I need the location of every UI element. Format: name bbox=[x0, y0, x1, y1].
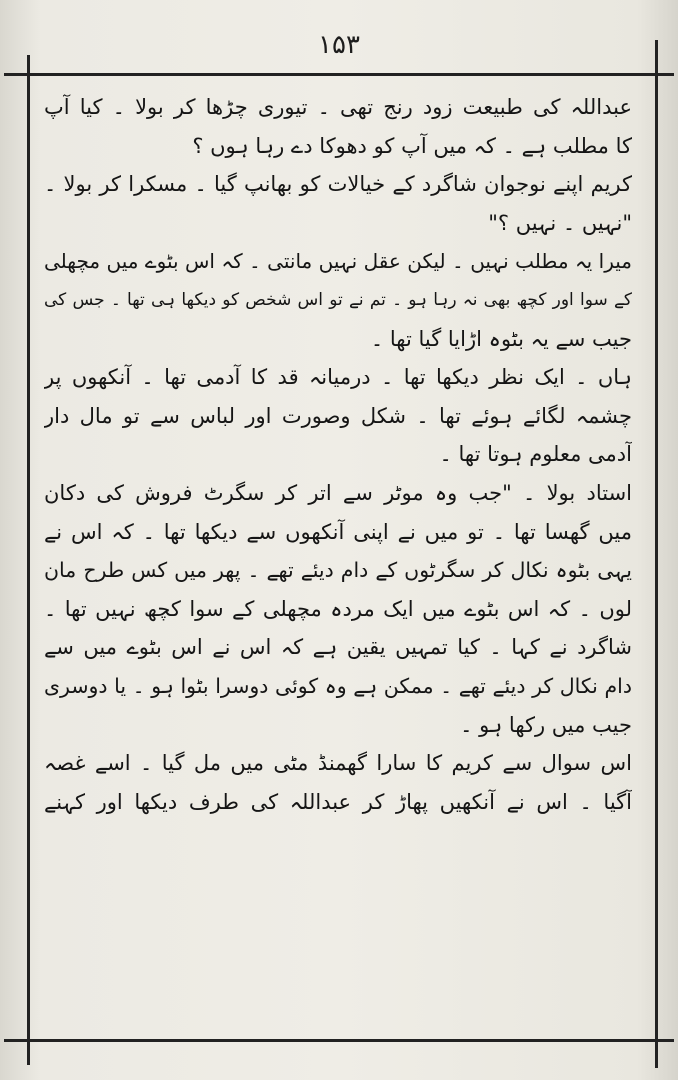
text-line: اس سوال سے کریم کا سارا گھمنڈ مٹی میں مل گیا ۔ اسے غصہ bbox=[44, 751, 632, 776]
text-line: استاد بولا ۔ "جب وہ موٹر سے اتر کر سگرٹ فروش کی دکان bbox=[44, 480, 632, 505]
text-line: شاگرد نے کہا ۔ کیا تمہیں یقین ہے کہ اس نے اس بٹوے میں سے bbox=[44, 635, 632, 660]
text-line: ہاں ۔ ایک نظر دیکھا تھا ۔ درمیانہ قد کا آدمی تھا ۔ آنکھوں پر bbox=[44, 365, 632, 390]
right-border-rule bbox=[655, 40, 658, 1068]
top-border-rule bbox=[4, 73, 674, 76]
left-border-rule bbox=[27, 55, 30, 1065]
page-number: ۱۵۳ bbox=[318, 30, 360, 60]
text-line: چشمہ لگائے ہوئے تھا ۔ شکل وصورت اور لباس سے تو مال دار bbox=[44, 403, 632, 428]
text-line: کریم اپنے نوجوان شاگرد کے خیالات کو بھانپ گیا ۔ مسکرا کر بولا ۔ bbox=[44, 172, 632, 197]
text-line: میں گھسا تھا ۔ تو میں نے اپنی آنکھوں سے دیکھا تھا ۔ کہ اس نے bbox=[44, 519, 632, 544]
text-line: آگیا ۔ اس نے آنکھیں پھاڑ کر عبداللہ کی طرف دیکھا اور کہنے bbox=[44, 789, 632, 814]
text-line: میرا یہ مطلب نہیں ۔ لیکن عقل نہیں مانتی ۔ کہ اس بٹوے میں مچھلی bbox=[44, 249, 632, 274]
text-line: "نہیں ۔ نہیں ؟" bbox=[488, 210, 632, 235]
text-line: جیب میں رکھا ہو ۔ bbox=[460, 712, 632, 737]
text-line: جیب سے یہ بٹوہ اڑایا گیا تھا ۔ bbox=[370, 326, 632, 351]
text-line: لوں ۔ کہ اس بٹوے میں ایک مردہ مچھلی کے سوا کچھ نہیں تھا ۔ bbox=[44, 596, 632, 621]
text-line: عبداللہ کی طبیعت زود رنج تھی ۔ تیوری چڑھا کر بولا ۔ کیا آپ bbox=[44, 95, 632, 119]
text-line: دام نکال کر دیئے تھے ۔ ممکن ہے وہ کوئی دوسرا بٹوا ہو ۔ یا دوسری bbox=[44, 673, 632, 698]
urdu-text-body bbox=[44, 88, 632, 821]
bottom-border-rule bbox=[4, 1039, 674, 1042]
text-line: کا مطلب ہے ۔ کہ میں آپ کو دھوکا دے رہا ہوں ؟ bbox=[192, 133, 632, 158]
text-line: آدمی معلوم ہوتا تھا ۔ bbox=[439, 442, 632, 467]
text-line: یہی بٹوہ نکال کر سگرٹوں کے دام دیئے تھے ۔ پھر میں کس طرح مان bbox=[44, 558, 632, 583]
text-line: کے سوا اور کچھ بھی نہ رہا ہو ۔ تم نے تو اس شخص کو دیکھا ہی تھا ۔ جس کی bbox=[44, 289, 632, 310]
